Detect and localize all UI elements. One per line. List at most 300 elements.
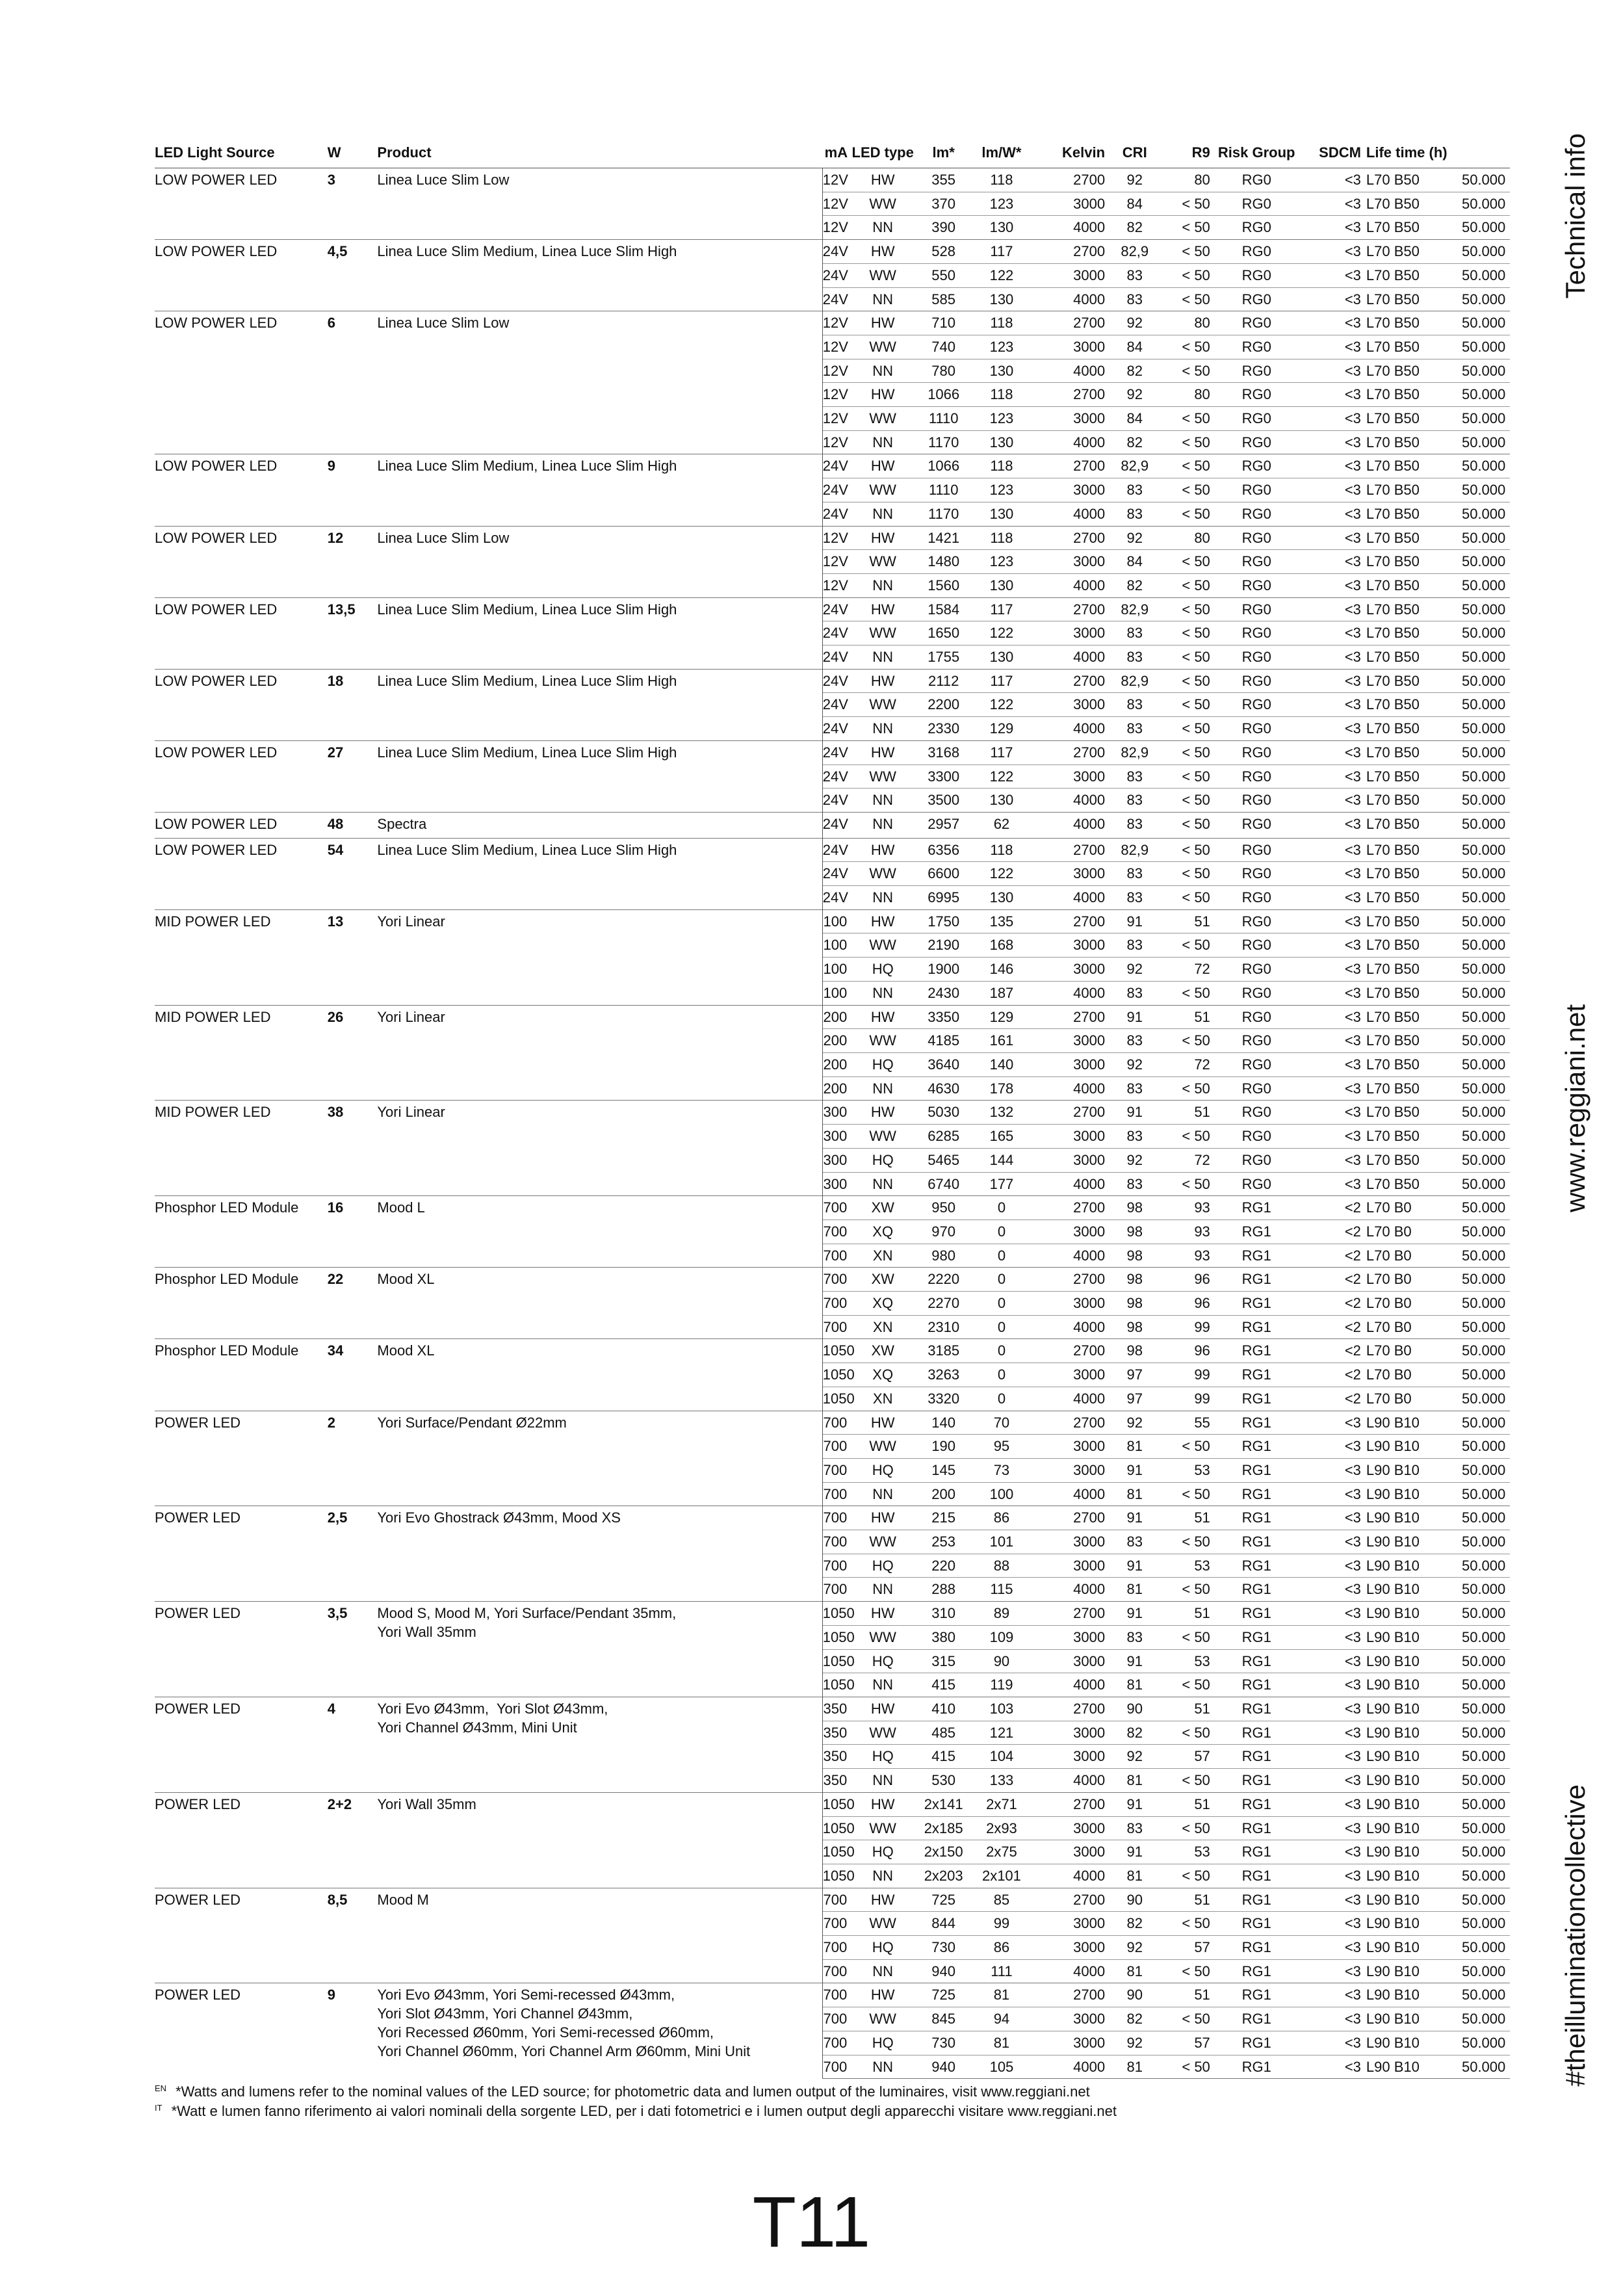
cell-led-type: HQ [848, 1554, 918, 1578]
cell-risk-group: RG1 [1210, 1506, 1303, 1530]
cell-ma: 200 [822, 1029, 848, 1053]
cell-r9: < 50 [1164, 1530, 1210, 1554]
cell-life-hours: 50.000 [1457, 1148, 1510, 1172]
cell-led-source: POWER LED [155, 1792, 328, 1888]
cell-life-hours: 50.000 [1457, 359, 1510, 383]
cell-risk-group: RG1 [1210, 1292, 1303, 1316]
cell-ma: 100 [822, 981, 848, 1005]
cell-lm: 585 [918, 287, 969, 311]
cell-sdcm: <3 [1303, 1959, 1361, 1983]
cell-cri: 82,9 [1105, 740, 1164, 764]
cell-kelvin: 2700 [1034, 383, 1105, 407]
cell-life-class: L90 B10 [1361, 2055, 1457, 2079]
cell-life-class: L90 B10 [1361, 1411, 1457, 1435]
cell-cri: 82 [1105, 1721, 1164, 1745]
cell-r9: < 50 [1164, 740, 1210, 764]
cell-life-hours: 50.000 [1457, 1530, 1510, 1554]
cell-lm: 780 [918, 359, 969, 383]
cell-led-type: WW [848, 407, 918, 431]
cell-life-hours: 50.000 [1457, 1005, 1510, 1029]
cell-lm: 355 [918, 168, 969, 192]
cell-r9: < 50 [1164, 789, 1210, 813]
cell-r9: 53 [1164, 1554, 1210, 1578]
cell-product: Linea Luce Slim Medium, Linea Luce Slim High [377, 597, 822, 669]
cell-cri: 98 [1105, 1244, 1164, 1268]
cell-risk-group: RG0 [1210, 216, 1303, 240]
cell-life-class: L90 B10 [1361, 1769, 1457, 1793]
cell-product: Yori Evo Ø43mm, Yori Slot Ø43mm, Yori Channel Ø43mm, Mini Unit [377, 1697, 822, 1792]
cell-led-type: HW [848, 1888, 918, 1912]
cell-led-source: LOW POWER LED [155, 526, 328, 597]
cell-ma: 24V [822, 693, 848, 717]
cell-lm-w: 123 [969, 550, 1034, 574]
cell-r9: < 50 [1164, 669, 1210, 693]
cell-r9: 55 [1164, 1411, 1210, 1435]
cell-ma: 700 [822, 1888, 848, 1912]
cell-sdcm: <3 [1303, 1053, 1361, 1077]
cell-lm: 1110 [918, 478, 969, 502]
cell-lm-w: 130 [969, 886, 1034, 910]
cell-r9: < 50 [1164, 886, 1210, 910]
cell-life-class: L70 B50 [1361, 240, 1457, 264]
cell-lm-w: 123 [969, 335, 1034, 359]
cell-watt: 9 [328, 1983, 378, 2079]
cell-lm: 2x150 [918, 1840, 969, 1864]
cell-r9: < 50 [1164, 1769, 1210, 1793]
cell-lm: 2310 [918, 1315, 969, 1339]
footnote-en-text: *Watts and lumens refer to the nominal values of the LED source; for photometric data and lumen output of the luminaires, visit www.reggiani.net [175, 2083, 1090, 2100]
cell-kelvin: 4000 [1034, 646, 1105, 670]
cell-cri: 84 [1105, 192, 1164, 216]
cell-lm: 2x141 [918, 1792, 969, 1816]
cell-sdcm: <2 [1303, 1315, 1361, 1339]
cell-cri: 82,9 [1105, 597, 1164, 621]
cell-r9: 51 [1164, 909, 1210, 933]
cell-ma: 700 [822, 1983, 848, 2007]
cell-risk-group: RG1 [1210, 1482, 1303, 1506]
cell-cri: 98 [1105, 1339, 1164, 1363]
cell-product: Yori Linear [377, 1005, 822, 1101]
cell-sdcm: <3 [1303, 1745, 1361, 1769]
cell-sdcm: <3 [1303, 886, 1361, 910]
cell-lm-w: 70 [969, 1411, 1034, 1435]
cell-risk-group: RG0 [1210, 933, 1303, 958]
cell-watt: 4,5 [328, 240, 378, 311]
cell-risk-group: RG0 [1210, 838, 1303, 862]
cell-cri: 82 [1105, 216, 1164, 240]
cell-lm: 940 [918, 2055, 969, 2079]
cell-sdcm: <3 [1303, 909, 1361, 933]
cell-life-hours: 50.000 [1457, 1435, 1510, 1459]
cell-ma: 12V [822, 430, 848, 454]
cell-life-hours: 50.000 [1457, 1649, 1510, 1673]
cell-lm-w: 165 [969, 1125, 1034, 1149]
cell-kelvin: 4000 [1034, 359, 1105, 383]
cell-lm-w: 130 [969, 216, 1034, 240]
cell-lm-w: 100 [969, 1482, 1034, 1506]
cell-led-type: WW [848, 933, 918, 958]
cell-life-class: L90 B10 [1361, 1602, 1457, 1626]
cell-product: Linea Luce Slim Medium, Linea Luce Slim High [377, 838, 822, 909]
cell-risk-group: RG1 [1210, 1912, 1303, 1936]
cell-product: Linea Luce Slim Medium, Linea Luce Slim High [377, 240, 822, 311]
cell-cri: 92 [1105, 168, 1164, 192]
cell-risk-group: RG0 [1210, 407, 1303, 431]
cell-lm: 970 [918, 1220, 969, 1244]
cell-sdcm: <3 [1303, 981, 1361, 1005]
cell-cri: 83 [1105, 1172, 1164, 1196]
cell-ma: 200 [822, 1005, 848, 1029]
footnote-en-tag: EN [155, 2083, 167, 2093]
cell-product: Linea Luce Slim Medium, Linea Luce Slim High [377, 669, 822, 740]
cell-risk-group: RG0 [1210, 764, 1303, 789]
cell-r9: < 50 [1164, 1816, 1210, 1840]
cell-led-source: LOW POWER LED [155, 740, 328, 812]
cell-kelvin: 2700 [1034, 1196, 1105, 1220]
cell-kelvin: 2700 [1034, 909, 1105, 933]
cell-ma: 24V [822, 862, 848, 886]
cell-r9: 51 [1164, 1792, 1210, 1816]
cell-ma: 350 [822, 1745, 848, 1769]
cell-ma: 12V [822, 383, 848, 407]
cell-cri: 91 [1105, 1005, 1164, 1029]
cell-kelvin: 4000 [1034, 789, 1105, 813]
cell-risk-group: RG1 [1210, 1578, 1303, 1602]
cell-sdcm: <3 [1303, 1936, 1361, 1960]
cell-lm: 980 [918, 1244, 969, 1268]
cell-life-class: L90 B10 [1361, 2031, 1457, 2055]
cell-ma: 700 [822, 1435, 848, 1459]
cell-lm: 2430 [918, 981, 969, 1005]
cell-life-hours: 50.000 [1457, 1888, 1510, 1912]
cell-life-class: L90 B10 [1361, 1792, 1457, 1816]
cell-led-type: HQ [848, 1936, 918, 1960]
cell-life-class: L90 B10 [1361, 1435, 1457, 1459]
cell-kelvin: 3000 [1034, 1936, 1105, 1960]
cell-life-class: L70 B50 [1361, 693, 1457, 717]
cell-life-class: L90 B10 [1361, 1506, 1457, 1530]
table-row [155, 1101, 1510, 1125]
cell-sdcm: <3 [1303, 1602, 1361, 1626]
cell-lm-w: 2x71 [969, 1792, 1034, 1816]
cell-led-type: WW [848, 1125, 918, 1149]
cell-led-type: HW [848, 1983, 918, 2007]
cell-cri: 91 [1105, 1840, 1164, 1864]
cell-life-class: L70 B50 [1361, 311, 1457, 335]
cell-lm-w: 178 [969, 1076, 1034, 1101]
cell-kelvin: 3000 [1034, 1745, 1105, 1769]
cell-watt: 27 [328, 740, 378, 812]
cell-kelvin: 4000 [1034, 1076, 1105, 1101]
cell-ma: 24V [822, 287, 848, 311]
cell-ma: 12V [822, 335, 848, 359]
cell-sdcm: <3 [1303, 430, 1361, 454]
footnote-it [155, 2103, 1117, 2120]
cell-r9: < 50 [1164, 1959, 1210, 1983]
cell-risk-group: RG1 [1210, 2031, 1303, 2055]
table-row [155, 740, 1510, 764]
cell-led-type: WW [848, 1721, 918, 1745]
cell-lm: 6995 [918, 886, 969, 910]
cell-life-hours: 50.000 [1457, 1721, 1510, 1745]
cell-life-hours: 50.000 [1457, 789, 1510, 813]
cell-sdcm: <3 [1303, 1792, 1361, 1816]
cell-r9: < 50 [1164, 2055, 1210, 2079]
cell-lm-w: 122 [969, 862, 1034, 886]
cell-r9: 96 [1164, 1339, 1210, 1363]
cell-r9: < 50 [1164, 430, 1210, 454]
cell-life-hours: 50.000 [1457, 886, 1510, 910]
cell-lm-w: 104 [969, 1745, 1034, 1769]
footnote-en [155, 2083, 1090, 2100]
header-sdcm: SDCM [1303, 138, 1361, 168]
cell-lm: 215 [918, 1506, 969, 1530]
cell-lm-w: 0 [969, 1363, 1034, 1387]
cell-r9: 72 [1164, 958, 1210, 982]
cell-lm: 710 [918, 311, 969, 335]
cell-r9: 72 [1164, 1053, 1210, 1077]
cell-life-class: L70 B0 [1361, 1220, 1457, 1244]
cell-watt: 8,5 [328, 1888, 378, 1983]
cell-life-class: L70 B50 [1361, 407, 1457, 431]
cell-life-class: L70 B50 [1361, 669, 1457, 693]
cell-cri: 97 [1105, 1363, 1164, 1387]
cell-r9: 51 [1164, 1983, 1210, 2007]
cell-lm: 528 [918, 240, 969, 264]
cell-led-source: LOW POWER LED [155, 454, 328, 526]
cell-lm-w: 109 [969, 1625, 1034, 1649]
cell-lm-w: 117 [969, 669, 1034, 693]
cell-ma: 300 [822, 1101, 848, 1125]
cell-risk-group: RG0 [1210, 981, 1303, 1005]
cell-led-source: MID POWER LED [155, 1101, 328, 1196]
cell-life-class: L70 B50 [1361, 597, 1457, 621]
cell-cri: 91 [1105, 1101, 1164, 1125]
cell-watt: 9 [328, 454, 378, 526]
cell-ma: 700 [822, 1458, 848, 1482]
cell-lm-w: 130 [969, 502, 1034, 526]
cell-ma: 200 [822, 1076, 848, 1101]
cell-lm: 940 [918, 1959, 969, 1983]
cell-led-type: HW [848, 1101, 918, 1125]
cell-sdcm: <3 [1303, 933, 1361, 958]
cell-lm: 530 [918, 1769, 969, 1793]
cell-cri: 83 [1105, 862, 1164, 886]
cell-life-hours: 50.000 [1457, 1315, 1510, 1339]
cell-risk-group: RG0 [1210, 812, 1303, 838]
cell-ma: 24V [822, 646, 848, 670]
cell-life-hours: 50.000 [1457, 981, 1510, 1005]
cell-watt: 2+2 [328, 1792, 378, 1888]
cell-lm-w: 187 [969, 981, 1034, 1005]
cell-lm: 415 [918, 1745, 969, 1769]
cell-lm-w: 62 [969, 812, 1034, 838]
cell-led-type: HW [848, 1506, 918, 1530]
cell-lm-w: 2x75 [969, 1840, 1034, 1864]
cell-kelvin: 3000 [1034, 1458, 1105, 1482]
cell-cri: 91 [1105, 1602, 1164, 1626]
cell-risk-group: RG1 [1210, 1721, 1303, 1745]
cell-watt: 4 [328, 1697, 378, 1792]
cell-led-type: HW [848, 454, 918, 478]
cell-kelvin: 2700 [1034, 838, 1105, 862]
cell-lm: 1066 [918, 383, 969, 407]
cell-lm: 3168 [918, 740, 969, 764]
cell-sdcm: <3 [1303, 168, 1361, 192]
cell-lm: 190 [918, 1435, 969, 1459]
cell-sdcm: <3 [1303, 764, 1361, 789]
cell-lm-w: 122 [969, 764, 1034, 789]
cell-cri: 92 [1105, 1053, 1164, 1077]
cell-cri: 83 [1105, 1125, 1164, 1149]
cell-kelvin: 4000 [1034, 2055, 1105, 2079]
cell-lm-w: 132 [969, 1101, 1034, 1125]
cell-kelvin: 4000 [1034, 1315, 1105, 1339]
cell-kelvin: 2700 [1034, 1602, 1105, 1626]
cell-risk-group: RG0 [1210, 502, 1303, 526]
cell-life-class: L90 B10 [1361, 1888, 1457, 1912]
cell-led-type: NN [848, 1578, 918, 1602]
cell-led-type: WW [848, 693, 918, 717]
cell-ma: 100 [822, 909, 848, 933]
cell-watt: 2,5 [328, 1506, 378, 1602]
table-header-row [155, 138, 1510, 168]
header-life-time: Life time (h) [1361, 138, 1510, 168]
cell-sdcm: <3 [1303, 1482, 1361, 1506]
cell-risk-group: RG1 [1210, 1554, 1303, 1578]
cell-led-type: NN [848, 1864, 918, 1888]
cell-led-source: LOW POWER LED [155, 669, 328, 740]
side-label-technical-info: Technical info [1560, 133, 1591, 299]
cell-lm: 140 [918, 1411, 969, 1435]
cell-life-hours: 50.000 [1457, 2007, 1510, 2031]
cell-life-class: L70 B0 [1361, 1339, 1457, 1363]
cell-life-class: L70 B50 [1361, 287, 1457, 311]
footnote-it-tag: IT [155, 2103, 162, 2113]
cell-kelvin: 2700 [1034, 1888, 1105, 1912]
cell-lm-w: 0 [969, 1339, 1034, 1363]
cell-ma: 24V [822, 454, 848, 478]
cell-lm: 3500 [918, 789, 969, 813]
cell-life-class: L70 B50 [1361, 359, 1457, 383]
table-body [155, 168, 1510, 2079]
header-kelvin: Kelvin [1034, 138, 1105, 168]
cell-r9: 96 [1164, 1268, 1210, 1292]
cell-life-hours: 50.000 [1457, 1029, 1510, 1053]
cell-life-class: L70 B50 [1361, 838, 1457, 862]
cell-life-class: L90 B10 [1361, 1912, 1457, 1936]
cell-kelvin: 4000 [1034, 430, 1105, 454]
cell-life-class: L70 B50 [1361, 216, 1457, 240]
cell-lm-w: 130 [969, 430, 1034, 454]
cell-life-class: L90 B10 [1361, 1530, 1457, 1554]
cell-risk-group: RG0 [1210, 717, 1303, 741]
cell-led-type: WW [848, 764, 918, 789]
cell-lm-w: 130 [969, 359, 1034, 383]
cell-risk-group: RG0 [1210, 886, 1303, 910]
cell-lm: 288 [918, 1578, 969, 1602]
cell-r9: < 50 [1164, 216, 1210, 240]
cell-lm-w: 144 [969, 1148, 1034, 1172]
cell-ma: 12V [822, 359, 848, 383]
cell-ma: 24V [822, 764, 848, 789]
cell-life-hours: 50.000 [1457, 1936, 1510, 1960]
cell-cri: 91 [1105, 1458, 1164, 1482]
cell-life-hours: 50.000 [1457, 1769, 1510, 1793]
cell-sdcm: <2 [1303, 1292, 1361, 1316]
cell-product: Yori Surface/Pendant Ø22mm [377, 1411, 822, 1506]
cell-kelvin: 2700 [1034, 1983, 1105, 2007]
cell-cri: 90 [1105, 1983, 1164, 2007]
cell-life-hours: 50.000 [1457, 311, 1510, 335]
table-row [155, 838, 1510, 862]
cell-kelvin: 3000 [1034, 2007, 1105, 2031]
cell-led-type: NN [848, 216, 918, 240]
cell-sdcm: <2 [1303, 1244, 1361, 1268]
cell-sdcm: <3 [1303, 1005, 1361, 1029]
cell-led-type: NN [848, 1076, 918, 1101]
cell-life-hours: 50.000 [1457, 909, 1510, 933]
cell-ma: 1050 [822, 1792, 848, 1816]
cell-life-class: L90 B10 [1361, 1458, 1457, 1482]
cell-cri: 83 [1105, 502, 1164, 526]
cell-risk-group: RG1 [1210, 1220, 1303, 1244]
table-row [155, 168, 1510, 192]
cell-cri: 83 [1105, 263, 1164, 287]
cell-kelvin: 3000 [1034, 263, 1105, 287]
cell-kelvin: 2700 [1034, 1792, 1105, 1816]
cell-life-class: L70 B50 [1361, 646, 1457, 670]
cell-lm: 6285 [918, 1125, 969, 1149]
footnote-it-text: *Watt e lumen fanno riferimento ai valori nominali della sorgente LED, per i dati fotometrici e i lumen output degli apparecchi visitare www.reggiani.net [171, 2103, 1117, 2119]
cell-lm-w: 99 [969, 1912, 1034, 1936]
cell-led-source: LOW POWER LED [155, 311, 328, 454]
cell-life-hours: 50.000 [1457, 1292, 1510, 1316]
cell-risk-group: RG0 [1210, 287, 1303, 311]
cell-cri: 81 [1105, 1959, 1164, 1983]
cell-led-type: NN [848, 812, 918, 838]
cell-risk-group: RG1 [1210, 1959, 1303, 1983]
cell-ma: 700 [822, 1220, 848, 1244]
cell-risk-group: RG0 [1210, 693, 1303, 717]
cell-kelvin: 2700 [1034, 240, 1105, 264]
cell-lm: 740 [918, 335, 969, 359]
cell-sdcm: <3 [1303, 311, 1361, 335]
cell-life-class: L70 B50 [1361, 573, 1457, 597]
header-r9: R9 [1164, 138, 1210, 168]
cell-life-hours: 50.000 [1457, 764, 1510, 789]
cell-cri: 82,9 [1105, 240, 1164, 264]
cell-sdcm: <3 [1303, 717, 1361, 741]
cell-product: Yori Wall 35mm [377, 1792, 822, 1888]
cell-risk-group: RG1 [1210, 1864, 1303, 1888]
cell-lm-w: 117 [969, 740, 1034, 764]
cell-sdcm: <3 [1303, 812, 1361, 838]
cell-cri: 83 [1105, 1029, 1164, 1053]
cell-life-hours: 50.000 [1457, 383, 1510, 407]
cell-life-class: L70 B50 [1361, 958, 1457, 982]
cell-lm: 310 [918, 1602, 969, 1626]
cell-cri: 97 [1105, 1387, 1164, 1411]
cell-sdcm: <3 [1303, 1148, 1361, 1172]
cell-risk-group: RG0 [1210, 646, 1303, 670]
cell-risk-group: RG0 [1210, 1005, 1303, 1029]
cell-risk-group: RG0 [1210, 454, 1303, 478]
cell-life-hours: 50.000 [1457, 1411, 1510, 1435]
cell-cri: 98 [1105, 1196, 1164, 1220]
cell-sdcm: <3 [1303, 1411, 1361, 1435]
cell-kelvin: 3000 [1034, 1625, 1105, 1649]
